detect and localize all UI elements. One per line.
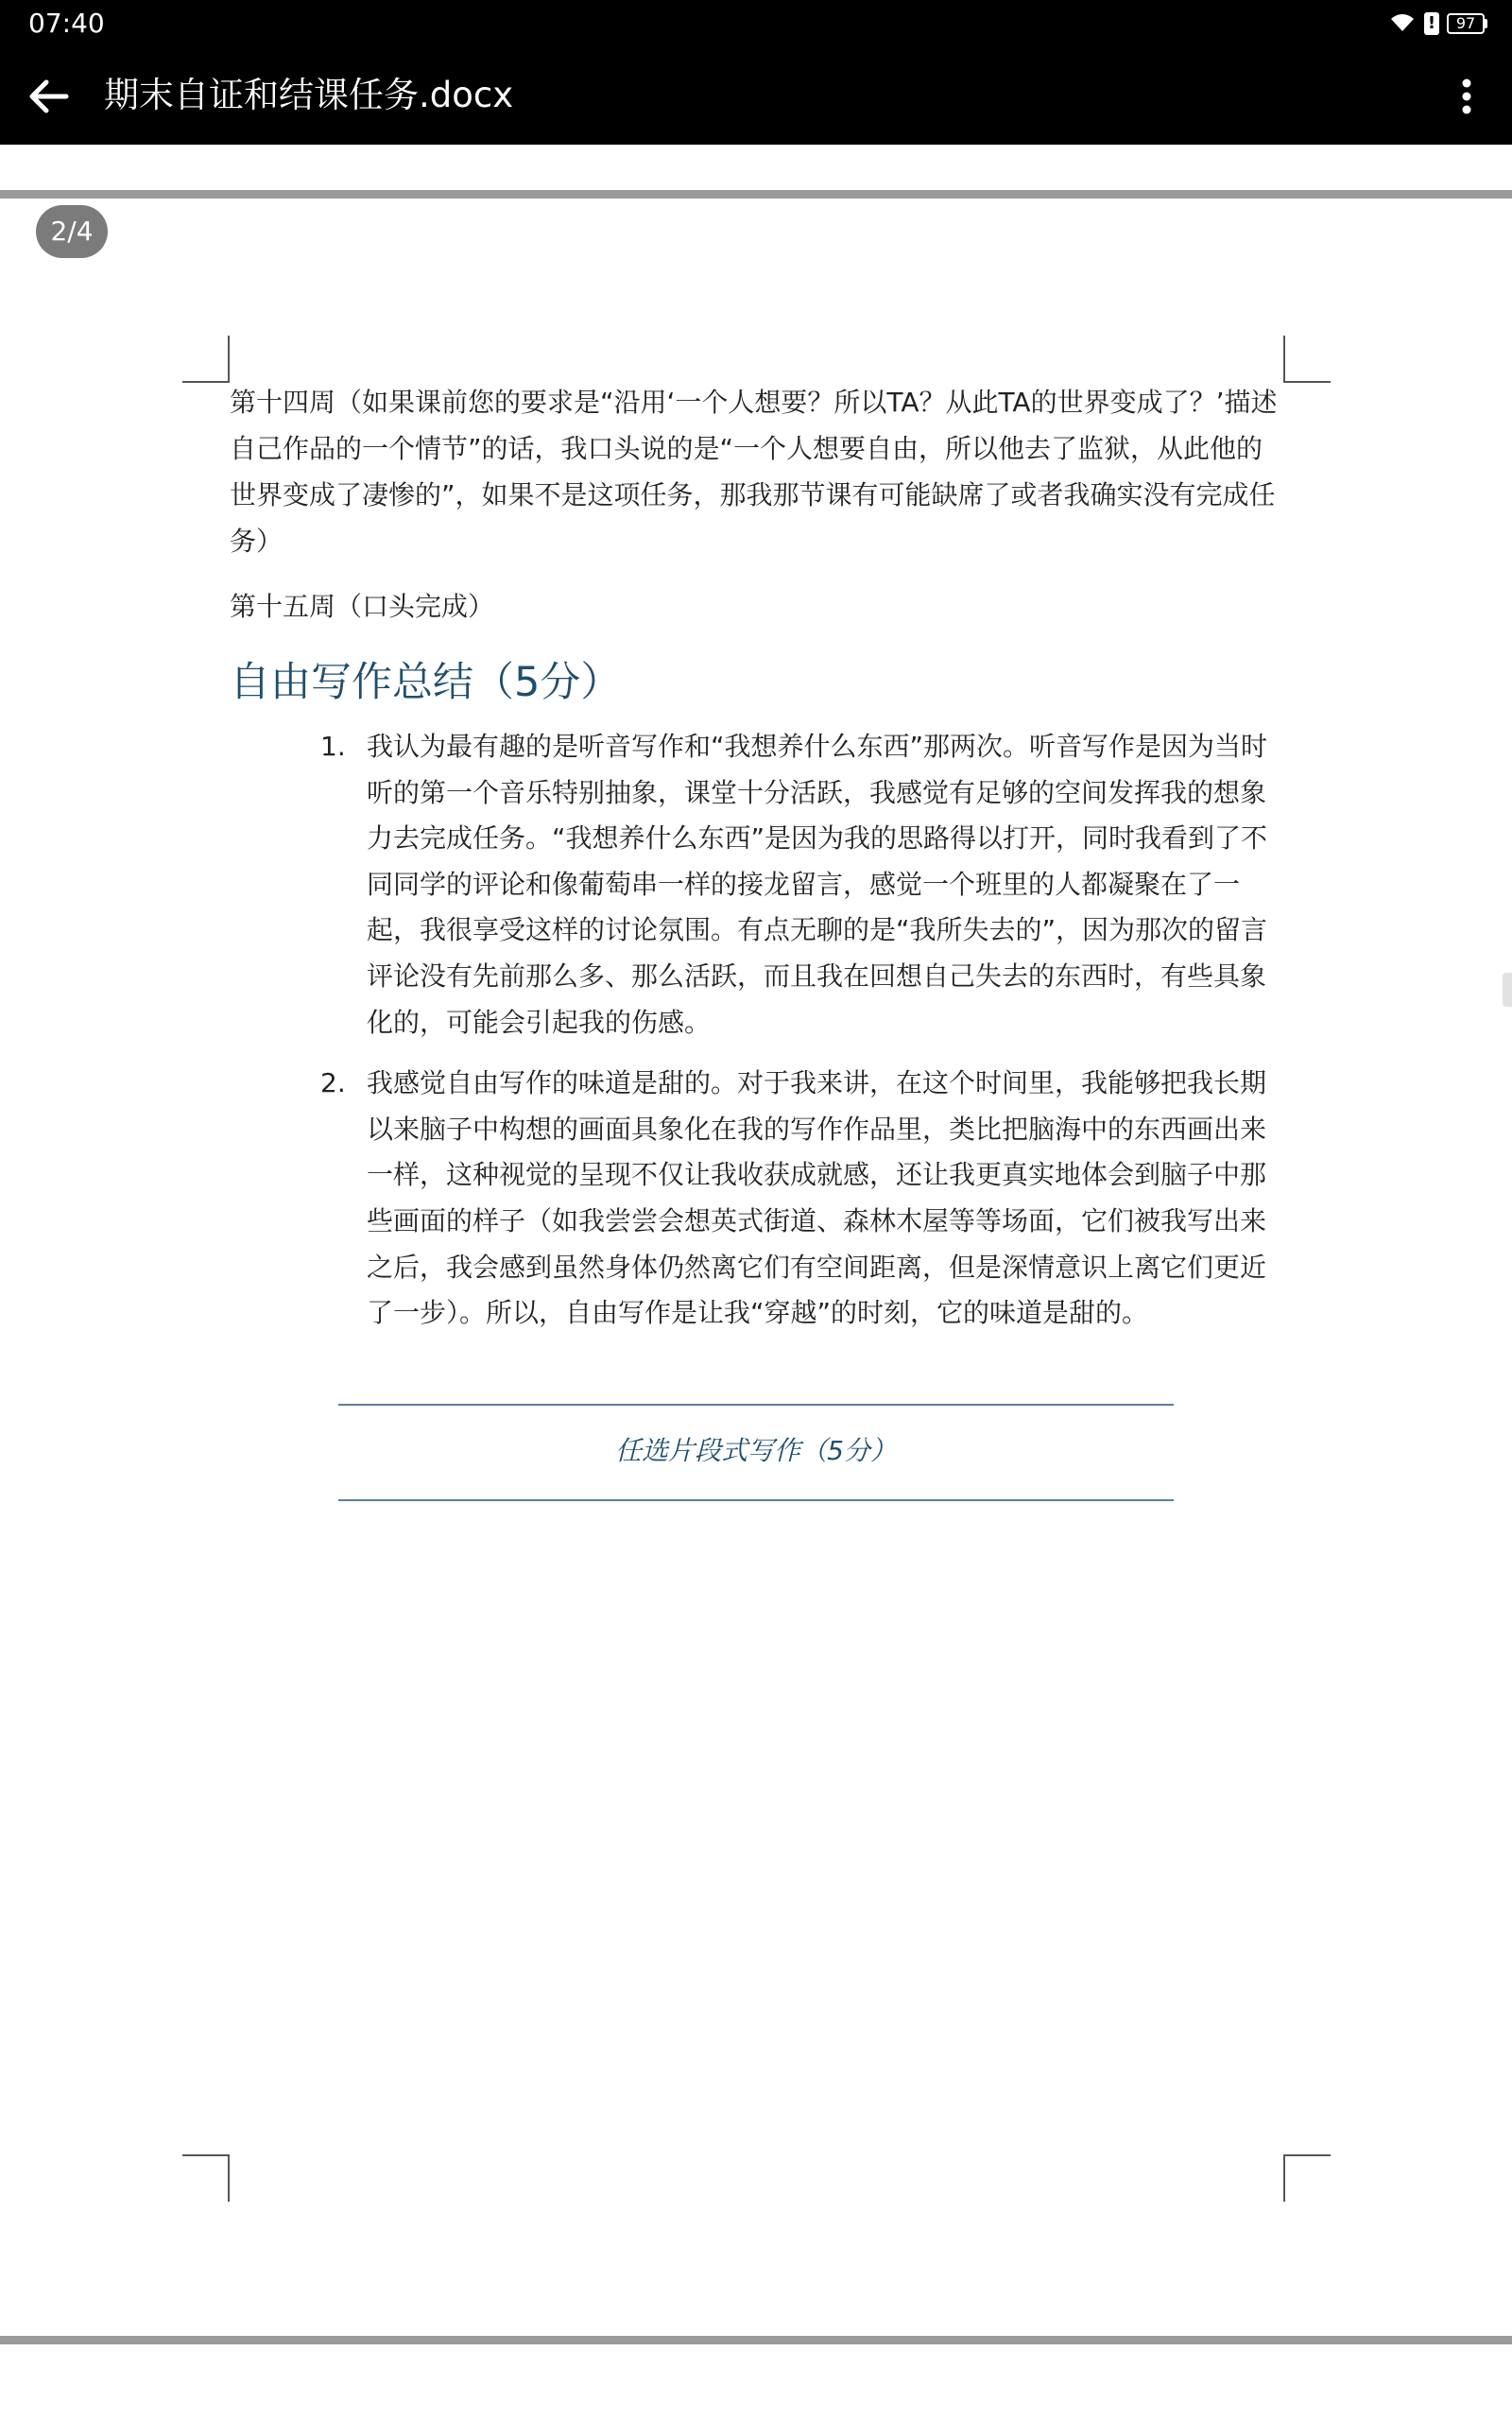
status-icons bbox=[1388, 9, 1487, 38]
more-options-button[interactable] bbox=[1440, 68, 1493, 125]
page-separator bbox=[0, 2336, 1512, 2344]
battery-icon bbox=[1447, 13, 1487, 34]
crop-mark-bottom-left bbox=[182, 2154, 230, 2202]
app-bar bbox=[0, 47, 1512, 145]
document-viewer[interactable] bbox=[0, 145, 1512, 2420]
document-title: 期末自证和结课任务.docx bbox=[104, 75, 514, 115]
scroll-handle[interactable] bbox=[1503, 973, 1512, 1007]
crop-mark-top-right bbox=[1283, 336, 1331, 383]
quote-rule-top bbox=[338, 1404, 1174, 1406]
back-button[interactable] bbox=[21, 68, 77, 125]
section-heading: 自由写作总结（5分） bbox=[230, 659, 622, 706]
numbered-list bbox=[230, 724, 1283, 1337]
crop-mark-top-left bbox=[182, 336, 230, 383]
list-item-text: 我认为最有趣的是听音写作和“我想养什么东西”那两次。听音写作是因为当时听的第一个音乐特别抽象，课堂十分活跃，我感觉有足够的空间发挥我的想象力去完成任务。“我想养什么东西”是因为我的思路得以打开，同时我看到了不同同学的评论和像葡萄串一样的接龙留言，感觉一个班里的人都凝聚在了一起，我很享受这样的讨论氛围。有点无聊的是“我所失去的”，因为那次的留言评论没有先前那么多、那么活跃，而且我在回想自己失去的东西时，有些具象化的，可能会引起我的伤感。 bbox=[367, 731, 1268, 1038]
page-content bbox=[230, 379, 1283, 1337]
list-number: 2. bbox=[320, 1067, 346, 1099]
page-separator bbox=[0, 190, 1512, 199]
battery-level: 97 bbox=[1447, 13, 1485, 34]
paragraph-week-15: 第十五周（口头完成） bbox=[230, 591, 495, 622]
list-item bbox=[230, 1061, 1283, 1337]
list-number: 1. bbox=[320, 731, 346, 762]
list-item-text: 我感觉自由写作的味道是甜的。对于我来讲，在这个时间里，我能够把我长期以来脑子中构想的画面具象化在我的写作作品里，类比把脑海中的东西画出来一样，这种视觉的呈现不仅让我收获成就感，还让我更真实地体会到脑子中那些画面的样子（如我尝尝会想英式街道、森林木屋等等场面，它们被我写出来之后，我会感到虽然身体仍然离它们有空间距离，但是深情意识上离它们更近了一步）。所以，自由写作是让我“穿越”的时刻，它的味道是甜的。 bbox=[367, 1067, 1267, 1329]
list-item bbox=[230, 724, 1283, 1046]
paragraph-week-14: 第十四周（如果课前您的要求是“沿用‘一个人想要？所以TA？从此TA的世界变成了？’描述自己作品的一个情节”的话，我口头说的是“一个人想要自由，所以他去了监狱，从此他的世界变成了凄惨的”，如果不是这项任务，那我那节课有可能缺席了或者我确实没有完成任务） bbox=[230, 387, 1278, 557]
page-indicator: 2/4 bbox=[36, 205, 108, 258]
status-time: 07:40 bbox=[28, 8, 105, 39]
intense-quote-heading: 任选片段式写作（5分） bbox=[615, 1435, 897, 1466]
quote-rule-bottom bbox=[338, 1499, 1174, 1501]
crop-mark-bottom-right bbox=[1283, 2154, 1331, 2202]
wifi-icon bbox=[1388, 10, 1417, 37]
more-vert-icon bbox=[1440, 68, 1493, 125]
status-bar bbox=[0, 0, 1512, 47]
alert-icon: ! bbox=[1424, 12, 1439, 35]
arrow-left-icon bbox=[21, 68, 77, 125]
